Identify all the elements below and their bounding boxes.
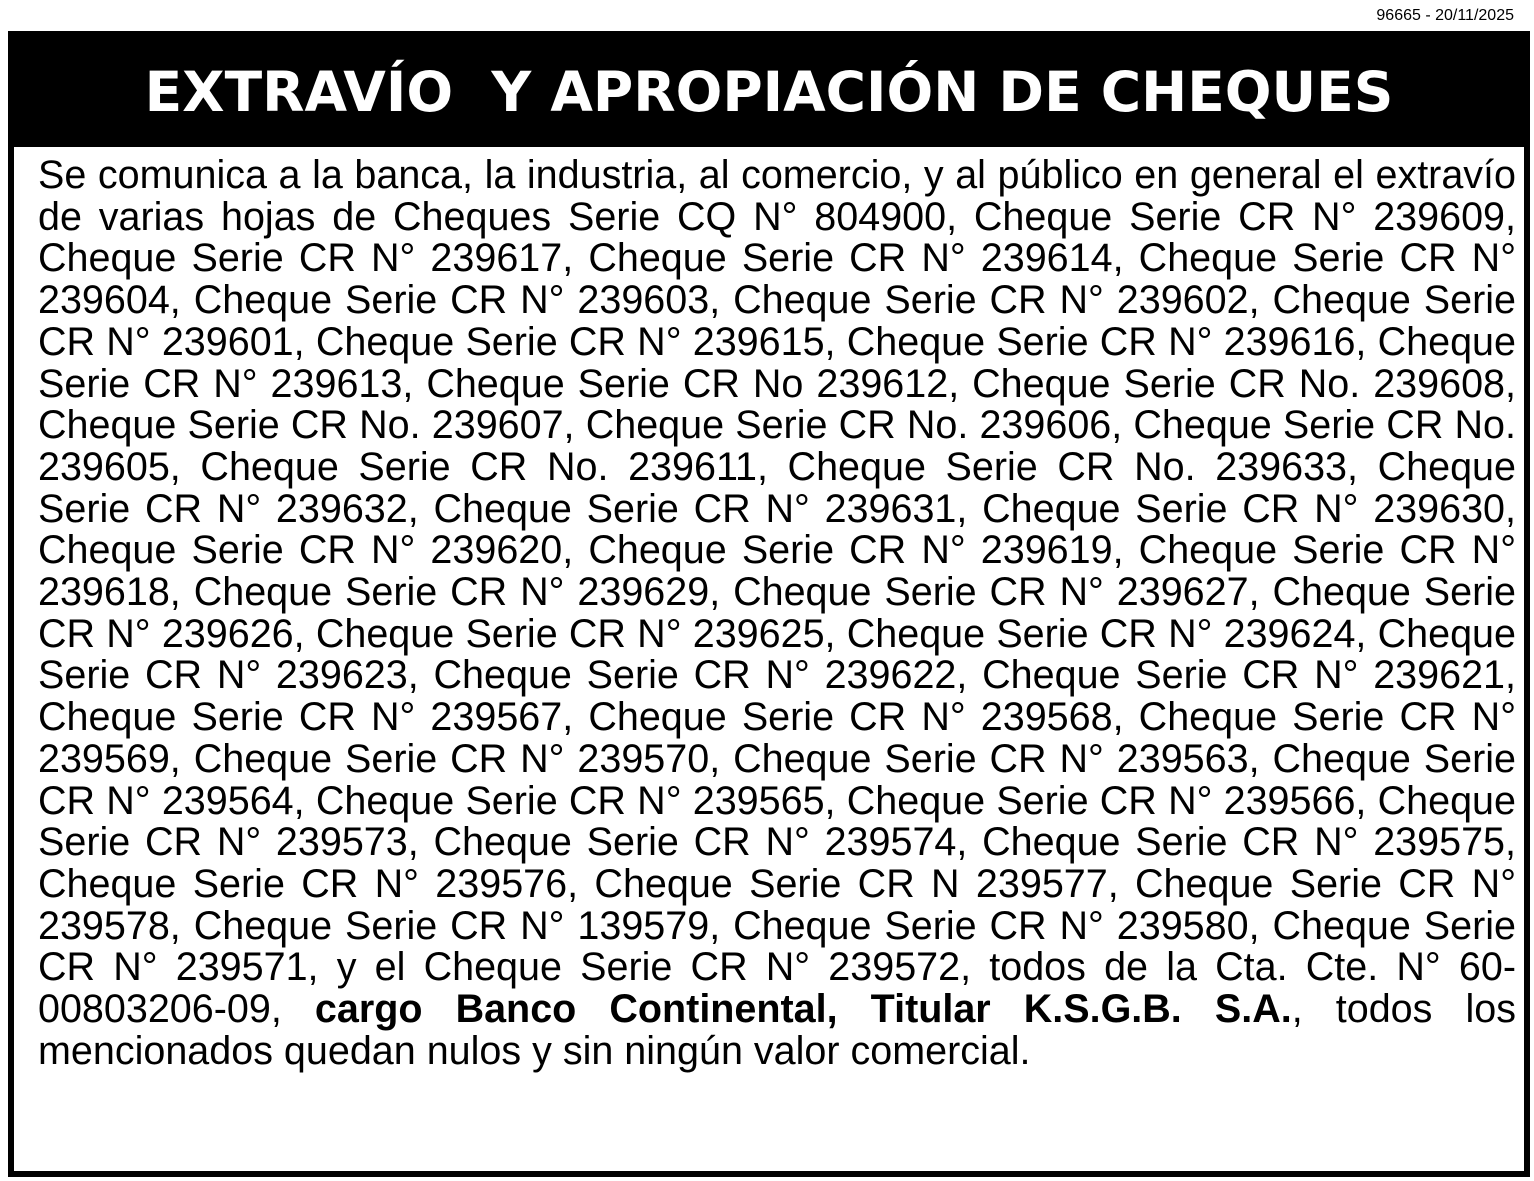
- notice-title: EXTRAVÍO Y APROPIACIÓN DE CHEQUES: [144, 59, 1394, 124]
- notice-box: [8, 31, 1530, 1177]
- notice-body-intro: Se comunica a la banca, la industria, al comercio, y al público en general el extravío de varias hojas de Cheques Serie CQ N° 804900, Cheque Serie CR N° 239609, Cheque Serie CR N° 239617, Cheque Serie CR N° 239614, Cheque Serie CR N° 239604, Cheque Serie CR N° 239603, Cheque Serie CR N° 239602, Cheque Serie CR N° 239601, Cheque Serie CR N° 239615, Cheque Serie CR N° 239616, Cheque Serie CR N° 239613, Cheque Serie CR No 239612, Cheque Serie CR No. 239608, Cheque Serie CR No. 239607, Cheque Serie CR No. 239606, Cheque Serie CR No. 239605, Cheque Serie CR No. 239611, Cheque Serie CR No. 239633, Cheque Serie CR N° 239632, Cheque Serie CR N° 239631, Cheque Serie CR N° 239630, Cheque Serie CR N° 239620, Cheque Serie CR N° 239619, Cheque Serie CR N° 239618, Cheque Serie CR N° 239629, Cheque Serie CR N° 239627, Cheque Serie CR N° 239626, Cheque Serie CR N° 239625, Cheque Serie CR N° 239624, Cheque Serie CR N° 239623, Cheque Serie CR N° 239622, Cheque Serie CR N° 239621, Cheque Serie CR N° 239567, Cheque Serie CR N° 239568, Cheque Serie CR N° 239569, Cheque Serie CR N° 239570, Cheque Serie CR N° 239563, Cheque Serie CR N° 239564, Cheque Serie CR N° 239565, Cheque Serie CR N° 239566, Cheque Serie CR N° 239573, Cheque Serie CR N° 239574, Cheque Serie CR N° 239575, Cheque Serie CR N° 239576, Cheque Serie CR N 239577, Cheque Serie CR N° 239578, Cheque Serie CR N° 139579, Cheque Serie CR N° 239580, Cheque Serie CR N° 239571, y el Cheque Serie CR N° 239572, todos de la Cta. Cte. N° 60-00803206-09,: [38, 153, 1516, 1032]
- notice-body: [14, 147, 1524, 1072]
- notice-paragraph: [38, 155, 1516, 1072]
- notice-header: [14, 37, 1524, 147]
- notice-body-outro: , todos los mencionados quedan nulos y sin ningún valor comercial.: [38, 987, 1516, 1073]
- notice-body-bold: cargo Banco Continental, Titular K.S.G.B. S.A.: [314, 987, 1292, 1032]
- reference-code: 96665 - 20/11/2025: [1376, 7, 1514, 24]
